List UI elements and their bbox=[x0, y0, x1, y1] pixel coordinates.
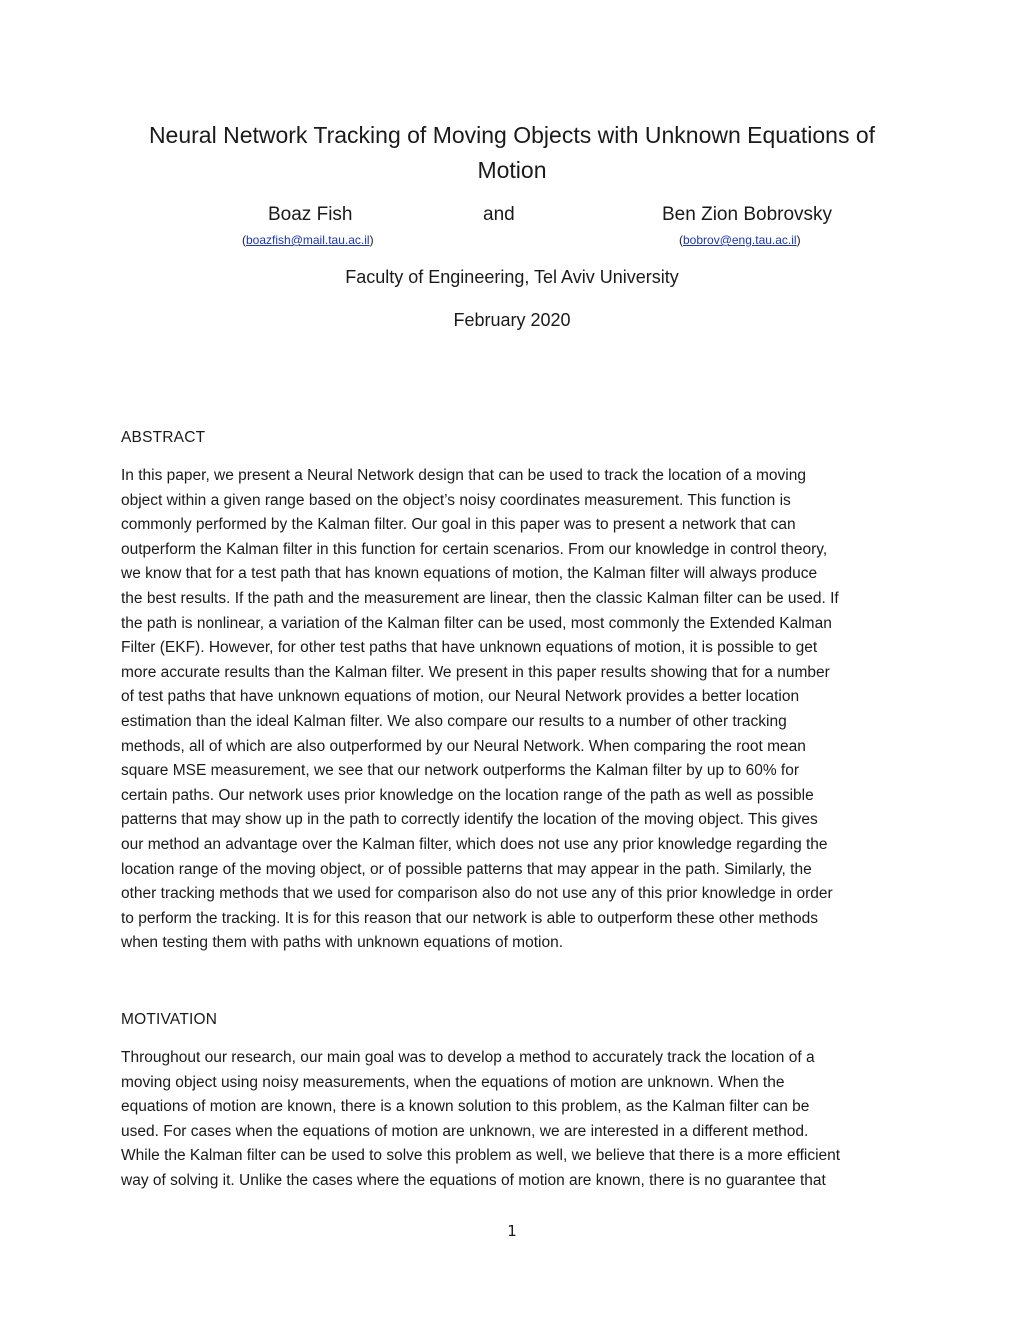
text-line: In this paper, we present a Neural Network design that can be used to track the location of a moving bbox=[121, 467, 806, 484]
motivation-paragraph bbox=[121, 1046, 907, 1194]
author-conjunction: and bbox=[483, 204, 515, 225]
text-line: equations of motion are known, there is a known solution to this problem, as the Kalman filter can be bbox=[121, 1098, 810, 1116]
text-line: commonly performed by the Kalman filter. Our goal in this paper was to present a network that can bbox=[121, 516, 796, 534]
page-number: 1 bbox=[507, 1222, 517, 1240]
abstract-paragraph bbox=[121, 464, 907, 956]
text-line: While the Kalman filter can be used to solve this problem as well, we believe that there is a more efficient bbox=[121, 1147, 841, 1165]
text-line: outperform the Kalman filter in this function for certain scenarios. From our knowledge in control theory, bbox=[121, 540, 828, 558]
author-line bbox=[0, 204, 1024, 230]
text-line: square MSE measurement, we see that our network outperforms the Kalman filter by up to 60% for bbox=[121, 762, 800, 780]
text-line: certain paths. Our network uses prior knowledge on the location range of the path as well as possible bbox=[121, 786, 814, 804]
text-line: to perform the tracking. It is for this reason that our network is able to outperform these other methods bbox=[121, 909, 818, 927]
author-name-first: Boaz Fish bbox=[268, 204, 353, 225]
text-line: when testing them with paths with unknown equations of motion. bbox=[121, 934, 564, 952]
text-line: way of solving it. Unlike the cases where the equations of motion are known, there is no guarantee that bbox=[121, 1171, 826, 1189]
author-email-first bbox=[242, 233, 374, 247]
text-line: the best results. If the path and the measurement are linear, then the classic Kalman filter can be used. If bbox=[121, 589, 839, 607]
email-open-paren: ( bbox=[242, 233, 246, 247]
email-line bbox=[0, 233, 1024, 249]
email-close-paren: ) bbox=[796, 233, 801, 247]
email-link-second[interactable]: bobrov@eng.tau.ac.il bbox=[683, 233, 797, 247]
email-open-paren: ( bbox=[679, 233, 683, 247]
text-line: methods, all of which are also outperformed by our Neural Network. When comparing the root mean bbox=[121, 737, 806, 755]
affiliation: Faculty of Engineering, Tel Aviv University bbox=[345, 267, 679, 287]
text-line: object within a given range based on the object’s noisy coordinates measurement. This function is bbox=[121, 491, 791, 509]
text-line: other tracking methods that we used for comparison also do not use any of this prior knowledge in order bbox=[121, 885, 833, 903]
text-line: estimation than the ideal Kalman filter. We also compare our results to a number of other tracking bbox=[121, 712, 787, 730]
text-line: Throughout our research, our main goal was to develop a method to accurately track the location of a bbox=[121, 1049, 815, 1066]
author-name-second: Ben Zion Bobrovsky bbox=[662, 204, 833, 225]
text-line: location range of the moving object, or of possible patterns that may appear in the path. Similarly, the bbox=[121, 860, 812, 878]
text-line: more accurate results than the Kalman filter. We present in this paper results showing that for a number bbox=[121, 663, 830, 681]
publication-date: February 2020 bbox=[453, 310, 571, 330]
email-link-first[interactable]: boazfish@mail.tau.ac.il bbox=[246, 233, 370, 247]
text-line: used. For cases when the equations of motion are unknown, we are interested in a different method. bbox=[121, 1122, 809, 1140]
text-line: Filter (EKF). However, for other test paths that have unknown equations of motion, it is possible to get bbox=[121, 639, 818, 657]
text-line: moving object using noisy measurements, when the equations of motion are unknown. When the bbox=[121, 1073, 785, 1091]
text-line: patterns that may show up in the path to correctly identify the location of the moving object. This gives bbox=[121, 811, 818, 829]
email-close-paren: ) bbox=[369, 233, 374, 247]
text-line: our method an advantage over the Kalman filter, which does not use any prior knowledge regarding the bbox=[121, 835, 828, 853]
paper-title: Neural Network Tracking of Moving Objects with Unknown Equations of Motion bbox=[148, 122, 876, 183]
text-line: we know that for a test path that has known equations of motion, the Kalman filter will always produce bbox=[121, 565, 818, 583]
author-email-second bbox=[679, 233, 801, 247]
motivation-heading: MOTIVATION bbox=[121, 1011, 218, 1028]
abstract-heading: ABSTRACT bbox=[121, 429, 206, 446]
text-line: of test paths that have unknown equations of motion, our Neural Network provides a better location bbox=[121, 688, 800, 706]
text-line: the path is nonlinear, a variation of the Kalman filter can be used, most commonly the Extended Kalman bbox=[121, 614, 832, 632]
